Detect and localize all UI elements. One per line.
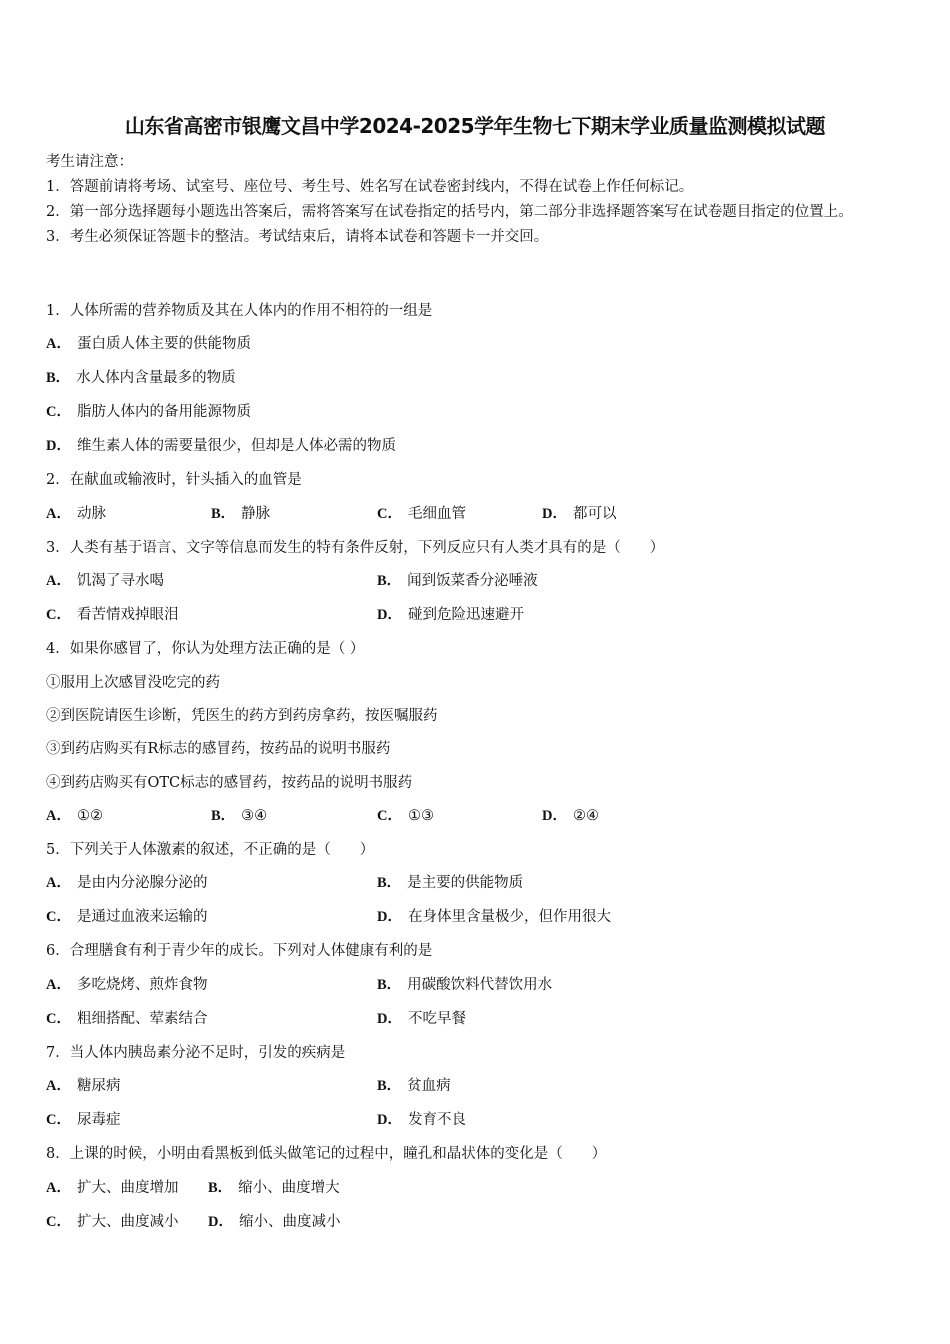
option-4d [542,805,599,827]
option-text: 静脉 [241,506,271,522]
question-line: ③到药店购买有R标志的感冒药，按药品的说明书服药 [46,741,391,757]
option-letter: B． [208,1180,233,1196]
option-letter: C． [46,1112,71,1128]
option-7a [46,1075,120,1097]
option-text: 是由内分泌腺分泌的 [76,875,208,891]
option-letter: A． [46,1180,71,1196]
option-4c [377,805,434,827]
option-letter: B． [377,977,402,993]
option-6d [377,1008,466,1030]
option-letter: A． [46,977,71,993]
option-letter: C． [46,909,71,925]
option-text: 都可以 [572,506,617,522]
option-text: 动脉 [76,506,106,522]
option-text: 粗细搭配、荤素结合 [76,1011,208,1027]
option-3a [46,570,164,592]
option-text: 用碳酸饮料代替饮用水 [407,977,553,993]
option-text: 碰到危险迅速避开 [407,607,524,623]
option-letter: A． [46,808,71,824]
option-letter: A． [46,573,71,589]
question-line: ①服用上次感冒没吃完的药 [46,675,220,691]
option-5d [377,906,611,928]
option-letter: A． [46,875,71,891]
question-stem-8: 8．上课的时候，小明由看黑板到低头做笔记的过程中，瞳孔和晶状体的变化是（ ） [46,1146,607,1162]
option-letter: B． [377,875,402,891]
option-2a [46,503,106,525]
option-text: 多吃烧烤、煎炸食物 [76,977,208,993]
option-6a [46,974,207,996]
option-text: ③④ [241,808,268,824]
question-stem-5: 5．下列关于人体激素的叙述，不正确的是（ ） [46,842,375,858]
option-text: 缩小、曲度减小 [238,1214,341,1230]
question-stem-3: 3．人类有基于语言、文字等信息而发生的特有条件反射，下列反应只有人类才具有的是（ ） [46,540,665,556]
option-text: ①③ [407,808,434,824]
option-letter: D． [542,808,567,824]
option-letter: C． [46,1214,71,1230]
option-8b [208,1177,340,1199]
option-letter: C． [46,404,71,420]
option-text: 蛋白质人体主要的供能物质 [76,336,251,352]
option-2c [377,503,466,525]
option-text: ②④ [572,808,599,824]
option-text: 在身体里含量极少，但作用很大 [407,909,611,925]
option-text: 扩大、曲度减小 [76,1214,179,1230]
option-8c [46,1211,178,1233]
notice-item: 2．第一部分选择题每小题选出答案后，需将答案写在试卷指定的括号内，第二部分非选择题答案写在试卷题目指定的位置上。 [46,204,853,220]
option-6c [46,1008,207,1030]
page-title: 山东省高密市银鹰文昌中学2024-2025学年生物七下期末学业质量监测模拟试题 [124,114,826,138]
option-1a [46,333,251,355]
option-text: 缩小、曲度增大 [238,1180,340,1196]
option-text: 糖尿病 [76,1078,121,1094]
option-1d [46,435,396,457]
notice-item: 3．考生必须保证答题卡的整洁。考试结束后，请将本试卷和答题卡一并交回。 [46,229,549,245]
option-text: 维生素人体的需要量很少，但却是人体必需的物质 [76,438,396,454]
question-line: ④到药店购买有OTC标志的感冒药，按药品的说明书服药 [46,775,413,791]
option-text: 脂肪人体内的备用能源物质 [76,404,251,420]
option-letter: C． [377,506,402,522]
question-stem-1: 1．人体所需的营养物质及其在人体内的作用不相符的一组是 [46,303,433,319]
option-letter: D． [377,909,402,925]
option-5c [46,906,207,928]
option-text: 水人体内含量最多的物质 [76,370,236,386]
option-6b [377,974,552,996]
option-letter: D． [377,1011,402,1027]
option-text: 扩大、曲度增加 [76,1180,179,1196]
option-text: 是主要的供能物质 [407,875,524,891]
option-letter: A． [46,506,71,522]
option-letter: D． [377,1112,402,1128]
option-text: 贫血病 [407,1078,451,1094]
option-text: 是通过血液来运输的 [76,909,208,925]
option-text: 饥渴了寻水喝 [76,573,164,589]
option-5a [46,872,207,894]
notice-item: 1．答题前请将考场、试室号、座位号、考生号、姓名写在试卷密封线内，不得在试卷上作任何标记。 [46,179,694,195]
question-line: ②到医院请医生诊断，凭医生的药方到药房拿药，按医嘱服药 [46,708,438,724]
option-letter: B． [211,808,236,824]
option-text: 闻到饭菜香分泌唾液 [407,573,538,589]
option-letter: C． [377,808,402,824]
option-letter: A． [46,336,71,352]
option-letter: A． [46,1078,71,1094]
option-1c [46,401,251,423]
option-4b [211,805,267,827]
option-8d [208,1211,340,1233]
option-text: 毛细血管 [407,506,466,522]
option-2d [542,503,616,525]
question-stem-6: 6．合理膳食有利于青少年的成长。下列对人体健康有利的是 [46,943,433,959]
option-3d [377,604,524,626]
option-7c [46,1109,120,1131]
option-3c [46,604,178,626]
option-2b [211,503,270,525]
question-stem-2: 2．在献血或输液时，针头插入的血管是 [46,472,302,488]
notice-heading: 考生请注意： [46,154,133,170]
option-letter: C． [46,607,71,623]
option-letter: B． [377,1078,402,1094]
option-5b [377,872,523,894]
option-letter: B． [211,506,236,522]
option-text: 不吃早餐 [407,1011,466,1027]
notice-block [46,150,904,250]
option-text: 发育不良 [407,1112,466,1128]
option-7b [377,1075,451,1097]
option-letter: D． [208,1214,233,1230]
option-3b [377,570,538,592]
option-letter: D． [46,438,71,454]
option-text: 看苦情戏掉眼泪 [76,607,179,623]
question-stem-4: 4．如果你感冒了，你认为处理方法正确的是（ ） [46,641,365,657]
question-stem-7: 7．当人体内胰岛素分泌不足时，引发的疾病是 [46,1045,346,1061]
option-text: 尿毒症 [76,1112,121,1128]
option-8a [46,1177,178,1199]
option-letter: B． [46,370,71,386]
option-letter: D． [377,607,402,623]
option-4a [46,805,103,827]
option-letter: C． [46,1011,71,1027]
option-7d [377,1109,466,1131]
option-text: ①② [76,808,103,824]
option-letter: B． [377,573,402,589]
option-letter: D． [542,506,567,522]
option-1b [46,367,236,389]
